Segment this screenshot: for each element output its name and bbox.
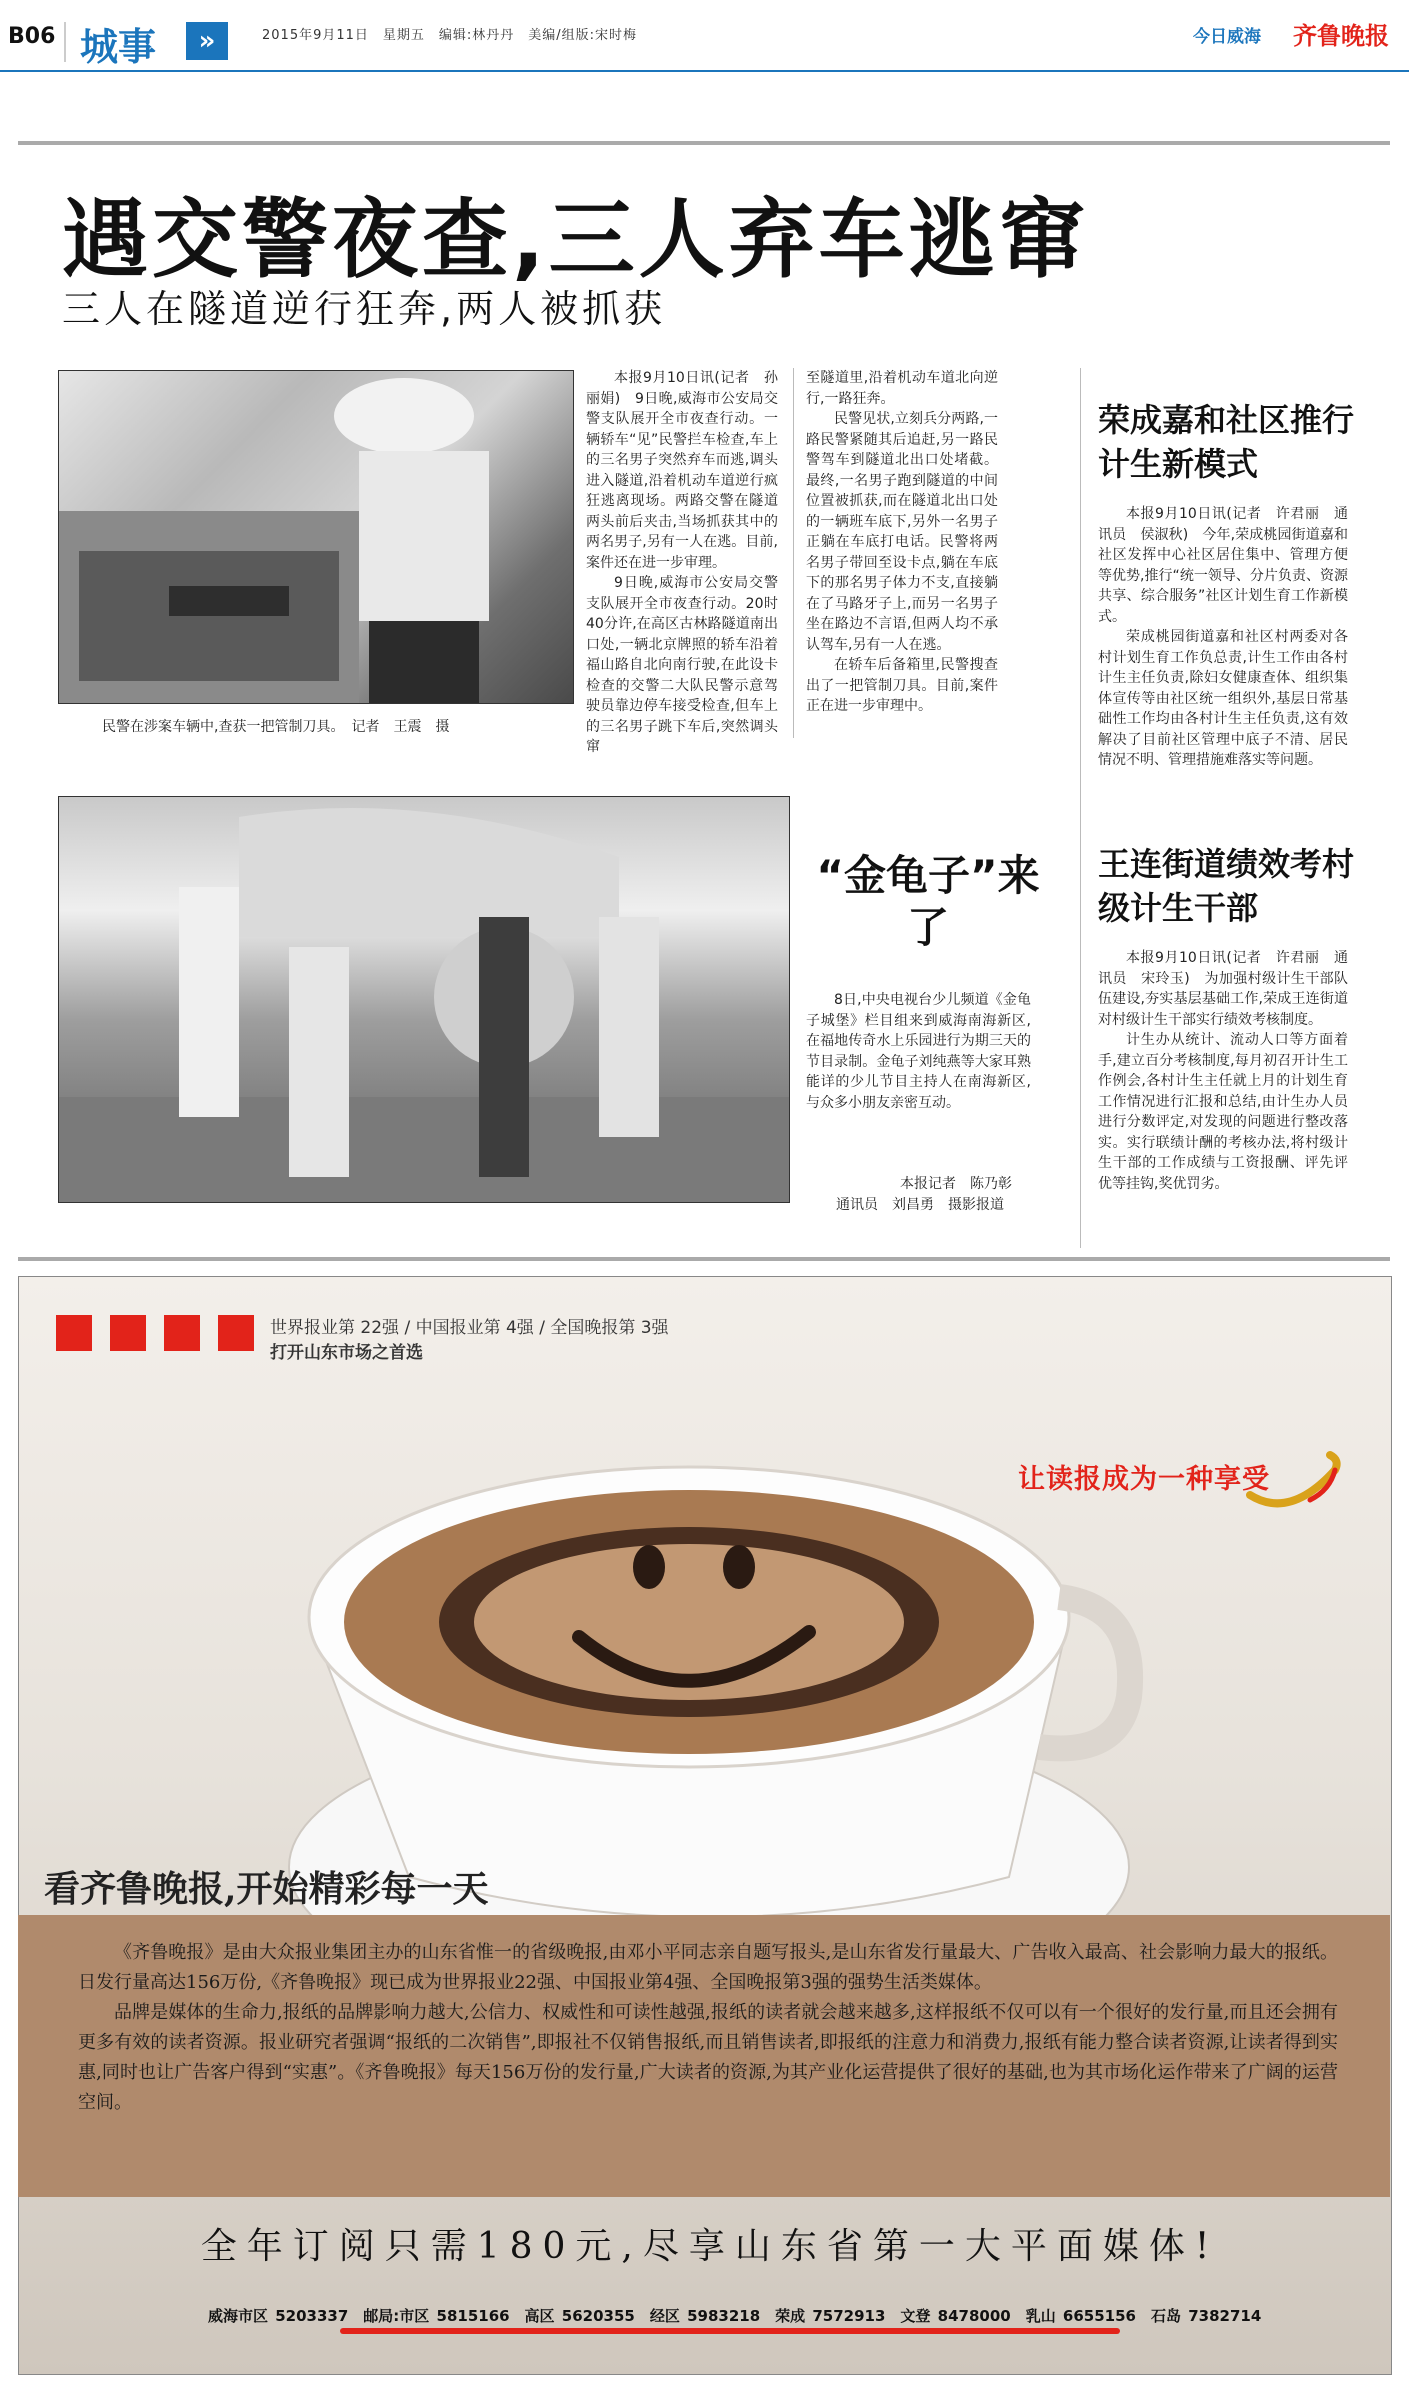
page-number: B06 — [8, 24, 56, 49]
paragraph: 品牌是媒体的生命力,报纸的品牌影响力越大,公信力、权威性和可读性越强,报纸的读者就会越来越多,这样报纸不仅可以有一个很好的发行量,而且还会拥有更多有效的读者资源。报业研究者强调“报纸的二次销售”,即报社不仅销售报纸,而且销售读者,即报纸的注意力和消费力,报纸有能力整合读者资源,让读者得到实惠,同时也让广告客户得到“实惠”。《齐鲁晚报》每天156万份的发行量,广大读者的资源,为其产业化运营提供了很好的基础,也为其市场化运作带来了广阔的运营空间。 — [78, 2002, 1338, 2113]
paragraph: 9日晚,威海市公安局交警支队展开全市夜查行动。20时40分许,在高区古林路隧道南出口处,一辆北京牌照的轿车沿着福山路自北向南行驶,在此设卡检查的交警二大队民警示意驾驶员靠边停车接受检查,但车上的三名男子跳下车后,突然调头窜 — [586, 575, 778, 755]
side1-title: 荣成嘉和社区推行计生新模式 — [1098, 401, 1355, 483]
article1-column2 — [806, 368, 998, 717]
red-square-icon — [164, 1315, 200, 1351]
red-square-icon — [110, 1315, 146, 1351]
paragraph: 荣成桃园街道嘉和社区村两委对各村计划生育工作负总责,计生工作由各村计生主任负责,除妇女健康查体、组织集体宣传等由社区统一组织外,基层日常基础性工作均由各村计生主任负责,这有效解决了目前社区管理中底子不清、居民情况不明、管理措施难落实等问题。 — [1098, 629, 1348, 768]
paragraph: 至隧道里,沿着机动车道北向逆行,一路狂奔。 — [806, 370, 998, 407]
ad-tagline: 看齐鲁晚报,开始精彩每一天 — [44, 1868, 489, 1910]
police-inspection-photo — [58, 370, 574, 704]
subscription-offer: 全年订阅只需180元,尽享山东省第一大平面媒体! — [200, 2226, 1220, 2267]
section-rule — [18, 1257, 1390, 1261]
ad-body-text — [78, 1938, 1338, 2118]
photo1-caption: 民警在涉案车辆中,查获一把管制刀具。 记者 王震 摄 — [102, 719, 450, 735]
issue-meta: 2015年9月11日 星期五 编辑:林丹丹 美编/组版:宋时梅 — [262, 28, 638, 43]
swoosh-icon — [1240, 1440, 1350, 1520]
article2-title: “金龟子”来了 — [816, 851, 1040, 952]
red-square-icon — [218, 1315, 254, 1351]
paragraph: 在轿车后备箱里,民警搜查出了一把管制刀具。目前,案件正在进一步审理中。 — [806, 657, 998, 714]
article1-column1 — [586, 368, 778, 758]
header-divider — [64, 22, 66, 62]
main-headline: 遇交警夜查,三人弃车逃窜 — [62, 190, 1089, 290]
side2-title: 王连街道绩效考村级计生干部 — [1098, 845, 1355, 927]
qilu-evening-news-ad — [18, 1276, 1392, 2375]
side1-body — [1098, 504, 1348, 771]
ad-slogan: 让读报成为一种享受 — [1018, 1464, 1270, 1495]
paragraph: 计生办从统计、流动人口等方面着手,建立百分考核制度,每月初召开计生工作例会,各村计生主任就上月的计划生育工作情况进行汇报和总结,由计生办人员进行分数评定,对发现的问题进行整改落实。实行联绩计酬的考核办法,将村级计生干部的工作成绩与工资报酬、评先评优等挂钩,奖优罚劣。 — [1098, 1032, 1348, 1192]
paragraph: 《齐鲁晚报》是由大众报业集团主办的山东省惟一的省级晚报,由邓小平同志亲自题写报头,是山东省发行量最大、广告收入最高、社会影响力最大的报纸。日发行量高达156万份,《齐鲁晚报》现已成为世界报业22强、中国报业第4强、全国晚报第3强的强势生活类媒体。 — [78, 1942, 1338, 1993]
main-subheadline: 三人在隧道逆行狂奔,两人被抓获 — [62, 287, 667, 331]
newspaper-logo: 齐鲁晚报 — [1293, 21, 1389, 50]
section-arrow-icon: » — [186, 22, 228, 60]
photo-illustration — [59, 371, 573, 703]
side2-body — [1098, 948, 1348, 1194]
subscription-contacts: 威海市区 5203337 邮局:市区 5815166 高区 5620355 经区 5983218 荣成 7572913 文登 8478000 乳山 6655156 石岛 7382714 — [208, 2307, 1262, 2325]
paragraph: 本报9月10日讯(记者 许君丽 通讯员 侯淑秋) 今年,荣成桃园街道嘉和社区发挥中心社区居住集中、管理方便等优势,推行“统一领导、分片负责、资源共享、综合服务”社区计划生育工作新模式。 — [1098, 506, 1348, 625]
header-rule — [0, 70, 1409, 72]
red-square-icon — [56, 1315, 92, 1351]
paragraph: 本报9月10日讯(记者 许君丽 通讯员 宋玲玉) 为加强村级计生干部队伍建设,夯实基层基础工作,荣成王连街道对村级计生干部实行绩效考核制度。 — [1098, 950, 1348, 1028]
column-divider — [793, 368, 794, 738]
column-divider — [1080, 368, 1081, 1248]
paragraph: 本报9月10日讯(记者 孙丽娟) 9日晚,威海市公安局交警支队展开全市夜查行动。一辆轿车“见”民警拦车检查,车上的三名男子突然弃车而逃,调头进入隧道,沿着机动车道逆行疯狂逃离现场。两路交警在隧道两头前后夹击,当场抓获其中的两名男子,另有一人在逃。目前,案件还在进一步审理。 — [586, 370, 778, 571]
top-rule — [18, 141, 1390, 145]
golden-beetle-photo — [58, 796, 790, 1203]
photo-illustration — [59, 797, 789, 1202]
ad-rankings-sub: 打开山东市场之首选 — [270, 1343, 423, 1363]
edition-label: 今日威海 — [1193, 27, 1261, 47]
paragraph: 8日,中央电视台少儿频道《金龟子城堡》栏目组来到威海南海新区,在福地传奇水上乐园进行为期三天的节目录制。金龟子刘纯燕等大家耳熟能详的少儿节目主持人在南海新区,与众多小朋友亲密互动。 — [806, 992, 1031, 1111]
section-title: 城事 — [80, 25, 157, 69]
paragraph: 民警见状,立刻兵分两路,一路民警紧随其后追赶,另一路民警驾车到隧道北出口处堵截。最终,一名男子跑到隧道的中间位置被抓获,而在隧道北出口处的一辆班车底下,另外一名男子正躺在车底打电话。民警将两名男子带回至设卡点,躺在车底下的那名男子体力不支,直接躺在了马路牙子上,而另一名男子坐在路边不言语,但两人均不承认驾车,另有一人在逃。 — [806, 411, 998, 653]
red-brush-underline — [340, 2328, 1120, 2334]
article2-byline: 通讯员 刘昌勇 摄影报道 — [836, 1197, 1004, 1213]
article2-byline: 本报记者 陈乃彰 — [900, 1176, 1012, 1192]
ad-rankings: 世界报业第 22强 / 中国报业第 4强 / 全国晚报第 3强 — [270, 1318, 669, 1338]
article2-body — [806, 990, 1031, 1113]
